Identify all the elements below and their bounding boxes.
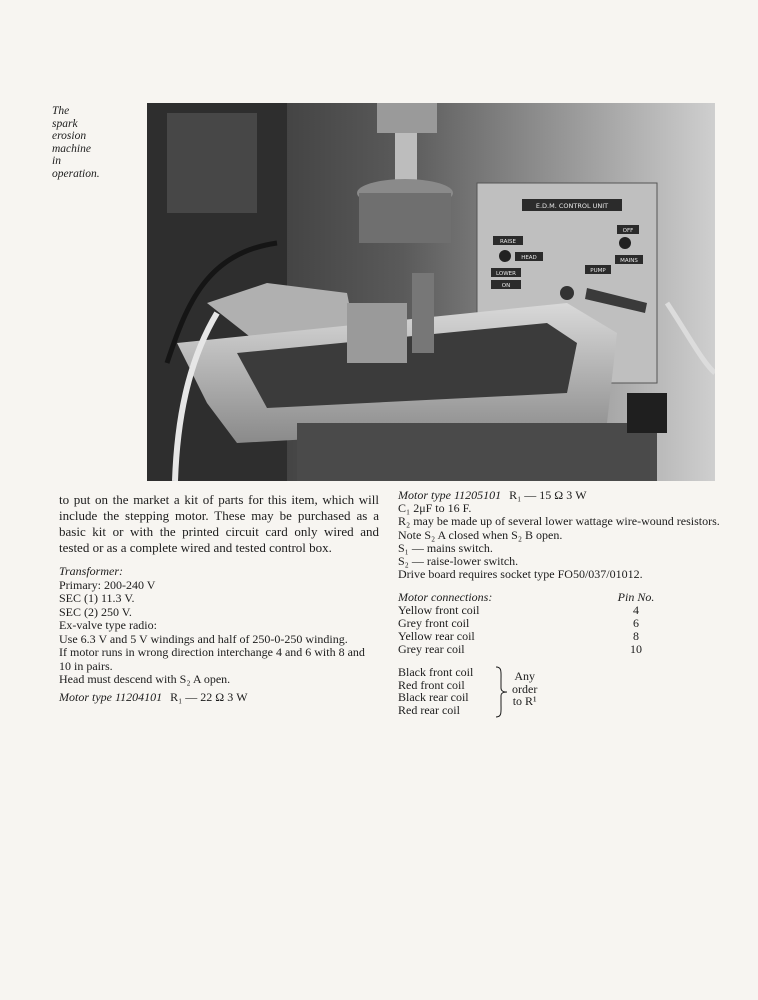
photo-caption: [52, 105, 132, 180]
spec-line: Note S₂ A closed when S₂ B open.: [398, 527, 563, 542]
right-column: [398, 489, 720, 722]
transformer-section: [59, 565, 379, 687]
transformer-line: SEC (1) 11.3 V.: [59, 591, 135, 605]
pin-heading: Pin No.: [617, 590, 655, 605]
coil-name: Grey front coil: [398, 616, 470, 631]
intro-paragraph: to put on the market a kit of parts for this item, which will include the stepping motor. These may be purchased as a basic kit or with the printed circuit card only wired and tested or as a complete wired and tested control box.: [59, 492, 379, 555]
spec-line: R₂ may be made up of several lower wattage wire-wound resistors.: [398, 514, 720, 529]
transformer-line: Primary: 200-240 V: [59, 577, 156, 592]
any-order-list: [398, 666, 473, 716]
spec-line: S₁ — mains switch.: [398, 540, 493, 555]
caption-line: The: [52, 105, 70, 117]
motor-type: Motor type 11204101: [59, 689, 163, 704]
spec-line: S₂ — raise-lower switch.: [398, 554, 519, 569]
transformer-heading: Transformer:: [59, 564, 124, 578]
coil-name: Grey rear coil: [398, 642, 465, 657]
transformer-line: SEC (2) 250 V.: [59, 604, 132, 619]
table-row: [398, 643, 720, 656]
note-line: Any: [514, 669, 535, 684]
pin-number: 6: [633, 616, 639, 631]
list-item: Red rear coil: [398, 702, 460, 717]
machine-photo-illustration: [147, 103, 715, 481]
coil-name: Yellow front coil: [398, 603, 480, 618]
transformer-line: Ex-valve type radio:: [59, 618, 157, 632]
mains-label: MAINS: [620, 258, 638, 264]
transformer-line: Use 6.3 V and 5 V windings and half of 250-0-250 winding.: [59, 631, 348, 646]
any-order-note: [512, 670, 537, 708]
raise-label: RAISE: [500, 239, 516, 245]
motor-resistor: R₁ — 15 Ω 3 W: [509, 488, 587, 502]
head-label: HEAD: [521, 255, 537, 261]
off-label: OFF: [622, 228, 634, 234]
coil-name: Yellow rear coil: [398, 629, 475, 644]
transformer-line: If motor runs in wrong direction interchange 4 and 6 with 8 and 10 in pairs.: [59, 645, 365, 673]
motor-resistor: R₁ — 22 Ω 3 W: [170, 689, 248, 704]
curly-brace-icon: [493, 666, 509, 718]
pin-number: 4: [633, 603, 639, 618]
on-label: ON: [501, 283, 511, 289]
motor-connections-table: [398, 591, 720, 656]
spec-line: Drive board requires socket type FO50/037/01012.: [398, 567, 643, 582]
list-item: Red front coil: [398, 677, 465, 692]
list-item: Black rear coil: [398, 690, 469, 705]
note-line: to R¹: [512, 694, 537, 709]
pump-label: PUMP: [590, 268, 606, 274]
caption-line: erosion: [52, 130, 87, 142]
spec-line: C₁ 2μF to 16 F.: [398, 501, 472, 516]
transformer-line: Head must descend with S₂ A open.: [59, 672, 231, 686]
pin-number: 10: [630, 642, 642, 657]
list-item: Black front coil: [398, 665, 474, 680]
caption-line: spark: [52, 117, 78, 130]
machine-photo: [147, 103, 715, 481]
control-unit-label: E.D.M. CONTROL UNIT: [535, 202, 609, 210]
caption-line: in: [52, 155, 61, 167]
connections-heading: Motor connections:: [398, 590, 493, 605]
caption-line: operation.: [52, 167, 100, 180]
note-line: order: [512, 681, 538, 696]
pin-number: 8: [633, 629, 639, 644]
lower-label: LOWER: [496, 271, 516, 277]
motor-spec-left: [59, 691, 379, 705]
motor-type: Motor type 11205101: [398, 488, 502, 502]
any-order-group: [398, 666, 720, 722]
left-column: [59, 492, 379, 704]
caption-line: machine: [52, 142, 91, 155]
